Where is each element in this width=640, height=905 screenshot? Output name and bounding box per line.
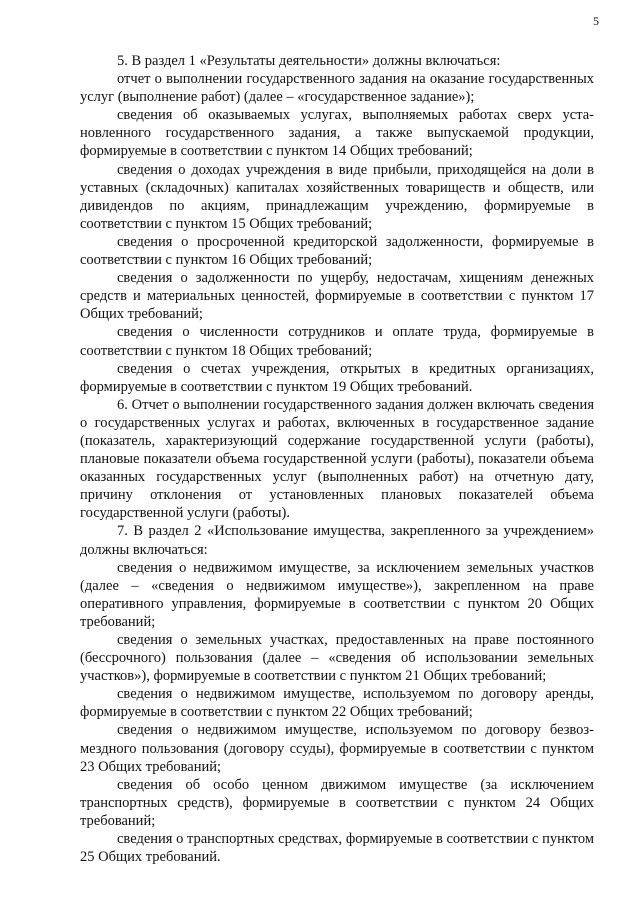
paragraph-real-estate: сведения о недвижимом имуществе, за исключением земельных участков (далее – «сведения о недвижимом имуществе»), закрепленном на праве оперативного управления, формируемые в соответствии с пунктом 20 Общих требований;: [80, 559, 594, 630]
paragraph-vehicles: сведения о транспортных средствах, формируемые в соответствии с пунктом 25 Общих требований.: [80, 831, 594, 866]
paragraph-staff-payroll: сведения о численности сотрудников и оплате труда, формируемые в соответствии с пунктом 18 Общих требований;: [80, 324, 594, 359]
paragraph-damage-debt: сведения о задолженности по ущербу, недостачам, хищениям денежных средств и материальных ценностей, формируемые в соответствии с пунктом 17 Общих требований;: [80, 270, 594, 323]
paragraph-free-use-property: сведения о недвижимом имуществе, используемом по договору безвозмездного пользования (договору ссуды), формируемые в соответствии с пунктом 23 Общих требований;: [80, 722, 594, 775]
paragraph-leased-property: сведения о недвижимом имуществе, используемом по договору аренды, формируемые в соответствии с пунктом 22 Общих требований;: [80, 686, 594, 721]
paragraph-profit-income: сведения о доходах учреждения в виде прибыли, приходящейся на доли в уставных (складочных) капиталах хозяйственных товариществ и обществ, или дивидендов по акциям, принадлежащим учреждению, формируемые в соответствии с пунктом 15 Общих требований;: [80, 161, 594, 232]
paragraph-state-task-report: отчет о выполнении государственного задания на оказание государственных услуг (выполнение работ) (далее – «государственное задание»);: [80, 71, 594, 106]
paragraph-overdue-payables: сведения о просроченной кредиторской задолженности, формируемые в соответствии с пунктом 16 Общих требований;: [80, 233, 594, 269]
paragraph-section-2-heading: 7. В раздел 2 «Использование имущества, закрепленного за учреждением» должны включаться:: [80, 523, 594, 558]
page-number: 5: [593, 14, 599, 28]
document-body: [80, 52, 594, 866]
paragraph-land-plots: сведения о земельных участках, предоставленных на праве постоянного (бессрочного) пользования (далее – «сведения об использовании земельных участков»), формируемые в соответствии с пунктом 21 Общих требований;: [80, 632, 594, 685]
paragraph-bank-accounts: сведения о счетах учреждения, открытых в кредитных организациях, формируемые в соответствии с пунктом 19 Общих требований.: [80, 360, 594, 395]
paragraph-section-1-heading: 5. В раздел 1 «Результаты деятельности» должны включаться:: [117, 53, 501, 69]
paragraph-section-6: 6. Отчет о выполнении государственного задания должен включать сведения о государственных услугах и работах, включенных в государственное задание (показатель, характеризующий содержание государственной услуги (работы), плановые показатели объема государственной услуги (работы), показатели объема оказанных государственных услуг (выполненных работ) на отчетную дату, причину отклонения от установленных плановых показателей объема государственной услуги (работы).: [80, 396, 594, 522]
paragraph-services-beyond-task: сведения об оказываемых услугах, выполняемых работах сверх установленного государственного задания, а также выпускаемой продукции, формируемые в соответствии с пунктом 14 Общих требований;: [80, 107, 594, 160]
paragraph-valuable-movables: сведения об особо ценном движимом имуществе (за исключением транспортных средств), формируемые в соответствии с пунктом 24 Общих требований;: [80, 776, 594, 829]
